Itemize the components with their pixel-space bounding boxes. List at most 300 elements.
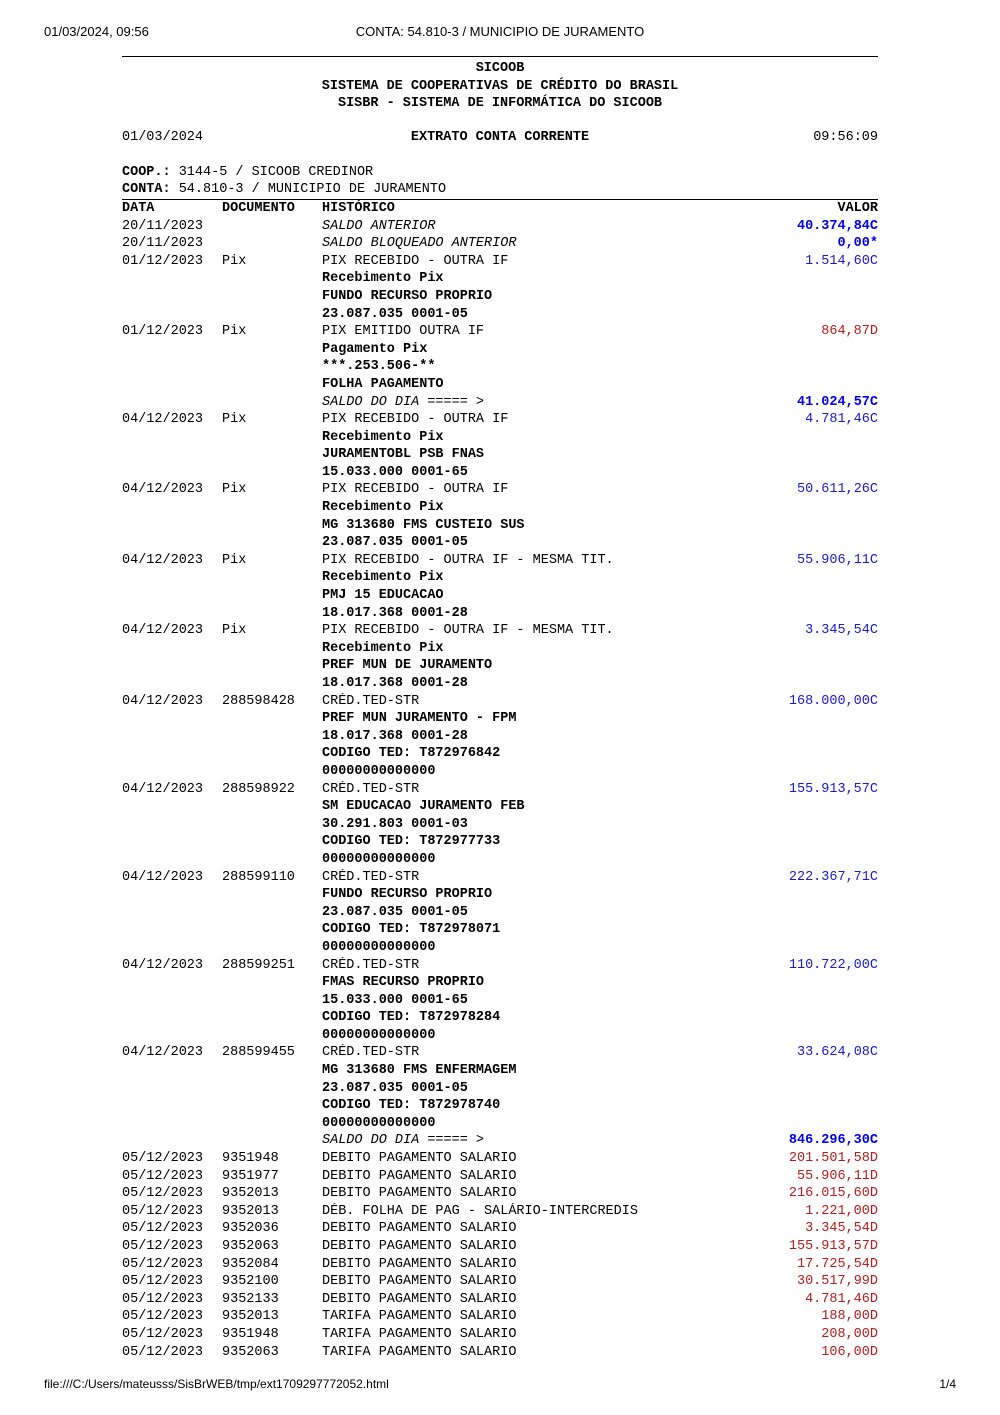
table-row	[122, 358, 878, 376]
table-row	[122, 939, 878, 957]
row-document	[222, 921, 322, 939]
row-value	[742, 534, 878, 552]
row-document	[222, 569, 322, 587]
row-value	[742, 640, 878, 658]
table-row	[122, 1344, 878, 1362]
table-row	[122, 640, 878, 658]
row-history: 18.017.368 0001-28	[322, 728, 468, 744]
row-date	[122, 517, 222, 535]
row-value	[742, 499, 878, 517]
row-document: 9352100	[222, 1274, 279, 1290]
row-document	[222, 992, 322, 1010]
row-value: 30.517,99D	[796, 1274, 878, 1290]
row-value: 41.024,57C	[796, 394, 878, 410]
row-history: PIX EMITIDO OUTRA IF	[322, 324, 485, 340]
conta-value: 54.810-3 / MUNICIPIO DE JURAMENTO	[170, 182, 447, 198]
row-value: 188,00D	[821, 1309, 878, 1325]
row-history: TARIFA PAGAMENTO SALARIO	[322, 1309, 517, 1325]
row-date	[122, 1027, 222, 1045]
row-document: 9352013	[222, 1203, 279, 1219]
row-document	[222, 587, 322, 605]
row-date	[122, 376, 222, 394]
row-history: DEBITO PAGAMENTO SALARIO	[322, 1151, 517, 1167]
row-history: TARIFA PAGAMENTO SALARIO	[322, 1326, 517, 1342]
row-value: 155.913,57C	[788, 781, 878, 797]
row-history: PIX RECEBIDO - OUTRA IF	[322, 253, 509, 269]
row-document: 9352013	[222, 1186, 279, 1202]
row-date	[122, 992, 222, 1010]
row-date	[122, 446, 222, 464]
row-value	[742, 992, 878, 1010]
account-info	[122, 164, 878, 199]
row-document	[222, 499, 322, 517]
row-history: JURAMENTOBL PSB FNAS	[322, 447, 485, 463]
row-history: SALDO ANTERIOR	[322, 218, 436, 234]
table-row	[122, 605, 878, 623]
row-date	[122, 710, 222, 728]
row-document	[222, 833, 322, 851]
print-title: CONTA: 54.810-3 / MUNICIPIO DE JURAMENTO	[355, 24, 645, 39]
col-header-document: DOCUMENTO	[222, 200, 295, 216]
table-row	[122, 869, 878, 887]
row-value	[742, 939, 878, 957]
row-history: PIX RECEBIDO - OUTRA IF	[322, 412, 509, 428]
row-history: SM EDUCACAO JURAMENTO FEB	[322, 799, 525, 815]
row-history: CRÉD.TED-STR	[322, 781, 420, 797]
row-date	[122, 1062, 222, 1080]
row-value	[742, 376, 878, 394]
row-document	[222, 728, 322, 746]
row-history: 15.033.000 0001-65	[322, 464, 468, 480]
row-document	[222, 710, 322, 728]
row-date	[122, 763, 222, 781]
row-history: TARIFA PAGAMENTO SALARIO	[322, 1344, 517, 1360]
row-date	[122, 270, 222, 288]
row-date	[122, 816, 222, 834]
row-history: ***.253.506-**	[322, 359, 436, 375]
table-row	[122, 464, 878, 482]
row-document: 9352036	[222, 1221, 279, 1237]
row-date	[122, 288, 222, 306]
row-history: DEBITO PAGAMENTO SALARIO	[322, 1221, 517, 1237]
table-row	[122, 1273, 878, 1291]
row-value: 3.345,54D	[805, 1221, 878, 1237]
table-row	[122, 1132, 878, 1150]
row-date: 05/12/2023	[122, 1221, 204, 1237]
row-value	[742, 921, 878, 939]
row-value	[742, 605, 878, 623]
row-value: 106,00D	[821, 1344, 878, 1360]
row-date: 20/11/2023	[122, 218, 204, 234]
row-value	[742, 833, 878, 851]
table-row	[122, 534, 878, 552]
row-value	[742, 464, 878, 482]
row-document	[222, 657, 322, 675]
row-value	[742, 816, 878, 834]
table-row	[122, 675, 878, 693]
table-row	[122, 781, 878, 799]
row-date	[122, 1080, 222, 1098]
row-document: 288598922	[222, 781, 295, 797]
row-history: PIX RECEBIDO - OUTRA IF - MESMA TIT.	[322, 552, 614, 568]
col-header-history: HISTÓRICO	[322, 200, 395, 216]
bank-name: SICOOB	[475, 61, 525, 76]
row-date	[122, 429, 222, 447]
row-history: DEBITO PAGAMENTO SALARIO	[322, 1256, 517, 1272]
row-document	[222, 1132, 322, 1150]
row-document	[222, 904, 322, 922]
row-date: 05/12/2023	[122, 1256, 204, 1272]
table-header-row	[122, 200, 878, 218]
table-row	[122, 957, 878, 975]
row-history: 23.087.035 0001-05	[322, 904, 468, 920]
row-document: 9351948	[222, 1151, 279, 1167]
row-document	[222, 464, 322, 482]
footer-file-path: file:///C:/Users/mateusss/SisBrWEB/tmp/ext1709297772052.html	[44, 1377, 389, 1391]
row-document	[222, 218, 322, 236]
table-row	[122, 1044, 878, 1062]
row-history: DEBITO PAGAMENTO SALARIO	[322, 1291, 517, 1307]
row-value: 50.611,26C	[796, 482, 878, 498]
row-value	[742, 429, 878, 447]
row-document	[222, 358, 322, 376]
row-date	[122, 605, 222, 623]
table-row	[122, 306, 878, 324]
row-history: DEBITO PAGAMENTO SALARIO	[322, 1274, 517, 1290]
table-row	[122, 693, 878, 711]
row-document: Pix	[222, 623, 247, 639]
row-document: 9351948	[222, 1326, 279, 1342]
row-value	[742, 341, 878, 359]
statement-rows	[122, 218, 878, 1362]
page-number: 1/4	[939, 1377, 956, 1391]
row-value: 4.781,46C	[805, 412, 878, 428]
table-row	[122, 1097, 878, 1115]
row-document	[222, 974, 322, 992]
table-row	[122, 1220, 878, 1238]
row-value	[742, 851, 878, 869]
row-value: 1.221,00D	[805, 1203, 878, 1219]
row-history: Pagamento Pix	[322, 341, 428, 357]
row-value: 208,00D	[821, 1326, 878, 1342]
row-date	[122, 833, 222, 851]
row-history: CRÉD.TED-STR	[322, 693, 420, 709]
row-document	[222, 1027, 322, 1045]
row-value	[742, 763, 878, 781]
table-row	[122, 1291, 878, 1309]
row-date	[122, 394, 222, 412]
row-date	[122, 886, 222, 904]
table-row	[122, 481, 878, 499]
table-row	[122, 816, 878, 834]
row-value	[742, 728, 878, 746]
statement-subheader	[122, 129, 878, 147]
table-row	[122, 569, 878, 587]
print-datetime: 01/03/2024, 09:56	[44, 24, 149, 39]
row-date: 04/12/2023	[122, 412, 204, 428]
row-history: MG 313680 FMS ENFERMAGEM	[322, 1063, 517, 1079]
row-document	[222, 534, 322, 552]
row-value: 55.906,11D	[796, 1168, 878, 1184]
table-row	[122, 1203, 878, 1221]
row-value	[742, 1027, 878, 1045]
row-date	[122, 534, 222, 552]
row-document: 288599455	[222, 1045, 295, 1061]
row-history: PMJ 15 EDUCACAO	[322, 588, 444, 604]
row-date: 04/12/2023	[122, 869, 204, 885]
row-date	[122, 728, 222, 746]
row-document: 288598428	[222, 693, 295, 709]
row-document	[222, 270, 322, 288]
row-history: DÉB. FOLHA DE PAG - SALÁRIO-INTERCREDIS	[322, 1203, 638, 1219]
table-row	[122, 710, 878, 728]
row-date	[122, 569, 222, 587]
row-history: PREF MUN DE JURAMENTO	[322, 658, 493, 674]
row-date	[122, 1097, 222, 1115]
table-row	[122, 235, 878, 253]
row-value	[742, 798, 878, 816]
row-document	[222, 851, 322, 869]
row-date: 01/12/2023	[122, 324, 204, 340]
row-value: 1.514,60C	[805, 253, 878, 269]
row-document	[222, 1080, 322, 1098]
table-row	[122, 798, 878, 816]
row-date: 05/12/2023	[122, 1309, 204, 1325]
row-value	[742, 675, 878, 693]
table-row	[122, 552, 878, 570]
row-document: 9352133	[222, 1291, 279, 1307]
table-row	[122, 499, 878, 517]
row-value: 3.345,54C	[805, 623, 878, 639]
col-header-value: VALOR	[837, 200, 878, 216]
row-document	[222, 288, 322, 306]
row-history: 23.087.035 0001-05	[322, 1080, 468, 1096]
row-value: 55.906,11C	[796, 552, 878, 568]
row-history: 23.087.035 0001-05	[322, 535, 468, 551]
row-document	[222, 640, 322, 658]
row-date: 05/12/2023	[122, 1274, 204, 1290]
statement-date: 01/03/2024	[122, 129, 204, 145]
statement-title: EXTRATO CONTA CORRENTE	[410, 129, 590, 145]
statement-table	[122, 200, 878, 1361]
row-document	[222, 745, 322, 763]
row-value	[742, 1097, 878, 1115]
row-history: FUNDO RECURSO PROPRIO	[322, 887, 493, 903]
row-date	[122, 798, 222, 816]
row-history: 00000000000000	[322, 1115, 436, 1131]
row-value: 216.015,60D	[788, 1186, 878, 1202]
row-value	[742, 587, 878, 605]
row-date: 05/12/2023	[122, 1344, 204, 1360]
row-date: 05/12/2023	[122, 1168, 204, 1184]
row-history: SALDO DO DIA ===== >	[322, 394, 485, 410]
row-date	[122, 341, 222, 359]
row-history: CODIGO TED: T872978071	[322, 922, 501, 938]
row-document	[222, 446, 322, 464]
row-history: 18.017.368 0001-28	[322, 605, 468, 621]
row-date: 04/12/2023	[122, 552, 204, 568]
row-history: CODIGO TED: T872978740	[322, 1098, 501, 1114]
row-date: 01/12/2023	[122, 253, 204, 269]
row-date	[122, 1115, 222, 1133]
row-history: FUNDO RECURSO PROPRIO	[322, 288, 493, 304]
table-row	[122, 1185, 878, 1203]
row-history: 00000000000000	[322, 939, 436, 955]
row-document	[222, 235, 322, 253]
coop-line	[122, 164, 878, 182]
row-history: DEBITO PAGAMENTO SALARIO	[322, 1186, 517, 1202]
row-history: 00000000000000	[322, 851, 436, 867]
row-date	[122, 640, 222, 658]
row-history: CODIGO TED: T872976842	[322, 746, 501, 762]
row-date: 20/11/2023	[122, 236, 204, 252]
table-row	[122, 657, 878, 675]
row-history: FMAS RECURSO PROPRIO	[322, 975, 485, 991]
row-document	[222, 341, 322, 359]
row-value: 201.501,58D	[788, 1151, 878, 1167]
table-row	[122, 1080, 878, 1098]
table-row	[122, 253, 878, 271]
row-value	[742, 446, 878, 464]
row-document: 9352063	[222, 1344, 279, 1360]
col-header-date: DATA	[122, 200, 155, 216]
row-value: 155.913,57D	[788, 1239, 878, 1254]
row-value: 0,00*	[837, 236, 878, 252]
row-value: 17.725,54D	[796, 1256, 878, 1272]
row-history: SALDO BLOQUEADO ANTERIOR	[322, 236, 517, 252]
row-date	[122, 657, 222, 675]
table-row	[122, 1150, 878, 1168]
table-row	[122, 728, 878, 746]
table-row	[122, 587, 878, 605]
row-history: FOLHA PAGAMENTO	[322, 376, 444, 392]
row-date: 04/12/2023	[122, 781, 204, 797]
row-value: 40.374,84C	[796, 218, 878, 234]
row-value	[742, 1062, 878, 1080]
row-date	[122, 464, 222, 482]
row-value	[742, 1115, 878, 1133]
table-row	[122, 1238, 878, 1256]
row-date	[122, 1132, 222, 1150]
row-value	[742, 1080, 878, 1098]
conta-line	[122, 181, 878, 199]
table-row	[122, 1062, 878, 1080]
row-value	[742, 517, 878, 535]
row-document: 288599251	[222, 957, 295, 973]
row-date	[122, 1009, 222, 1027]
row-document	[222, 798, 322, 816]
row-document: 9351977	[222, 1168, 279, 1184]
table-row	[122, 1009, 878, 1027]
row-date	[122, 939, 222, 957]
row-date	[122, 587, 222, 605]
row-value	[742, 904, 878, 922]
row-history: 00000000000000	[322, 763, 436, 779]
coop-label: COOP.:	[122, 164, 171, 180]
table-row	[122, 1168, 878, 1186]
row-history: CODIGO TED: T872977733	[322, 834, 501, 850]
table-row	[122, 288, 878, 306]
row-document	[222, 886, 322, 904]
row-date: 05/12/2023	[122, 1151, 204, 1167]
row-document	[222, 376, 322, 394]
row-value	[742, 657, 878, 675]
row-date: 04/12/2023	[122, 693, 204, 709]
row-value: 222.367,71C	[788, 869, 878, 885]
row-value	[742, 306, 878, 324]
table-row	[122, 411, 878, 429]
row-document	[222, 675, 322, 693]
row-date	[122, 675, 222, 693]
row-value: 33.624,08C	[796, 1045, 878, 1061]
table-row	[122, 270, 878, 288]
row-document: Pix	[222, 552, 247, 568]
table-row	[122, 1256, 878, 1274]
row-date: 04/12/2023	[122, 957, 204, 973]
table-row	[122, 446, 878, 464]
row-history: PIX RECEBIDO - OUTRA IF - MESMA TIT.	[322, 623, 614, 639]
table-row	[122, 974, 878, 992]
row-date	[122, 358, 222, 376]
row-document	[222, 306, 322, 324]
row-date: 04/12/2023	[122, 482, 204, 498]
row-document	[222, 1009, 322, 1027]
row-document: 9352084	[222, 1256, 279, 1272]
row-document	[222, 429, 322, 447]
bank-info-system: SISBR - SISTEMA DE INFORMÁTICA DO SICOOB	[337, 96, 663, 112]
table-row	[122, 851, 878, 869]
row-value	[742, 745, 878, 763]
row-date	[122, 499, 222, 517]
row-history: CRÉD.TED-STR	[322, 957, 420, 973]
table-row	[122, 622, 878, 640]
table-row	[122, 341, 878, 359]
print-header	[44, 24, 956, 42]
row-date: 04/12/2023	[122, 623, 204, 639]
row-value	[742, 569, 878, 587]
row-date: 05/12/2023	[122, 1186, 204, 1202]
print-footer	[44, 1377, 956, 1395]
row-document	[222, 517, 322, 535]
row-document	[222, 605, 322, 623]
table-row	[122, 1115, 878, 1133]
row-document	[222, 939, 322, 957]
table-row	[122, 904, 878, 922]
row-date	[122, 306, 222, 324]
row-history: MG 313680 FMS CUSTEIO SUS	[322, 517, 525, 533]
row-history: Recebimento Pix	[322, 570, 444, 586]
table-row	[122, 1027, 878, 1045]
row-document: Pix	[222, 324, 247, 340]
row-date: 05/12/2023	[122, 1291, 204, 1307]
coop-value: 3144-5 / SICOOB CREDINOR	[170, 164, 374, 180]
table-row	[122, 886, 878, 904]
row-date: 05/12/2023	[122, 1203, 204, 1219]
row-document: Pix	[222, 412, 247, 428]
row-history: DEBITO PAGAMENTO SALARIO	[322, 1168, 517, 1184]
table-row	[122, 394, 878, 412]
table-row	[122, 921, 878, 939]
row-history: CRÉD.TED-STR	[322, 1045, 420, 1061]
table-row	[122, 323, 878, 341]
row-value: 4.781,46D	[805, 1291, 878, 1307]
row-value	[742, 288, 878, 306]
row-value	[742, 1009, 878, 1027]
statement-document	[122, 56, 878, 1361]
table-row	[122, 376, 878, 394]
row-value	[742, 358, 878, 376]
table-row	[122, 833, 878, 851]
